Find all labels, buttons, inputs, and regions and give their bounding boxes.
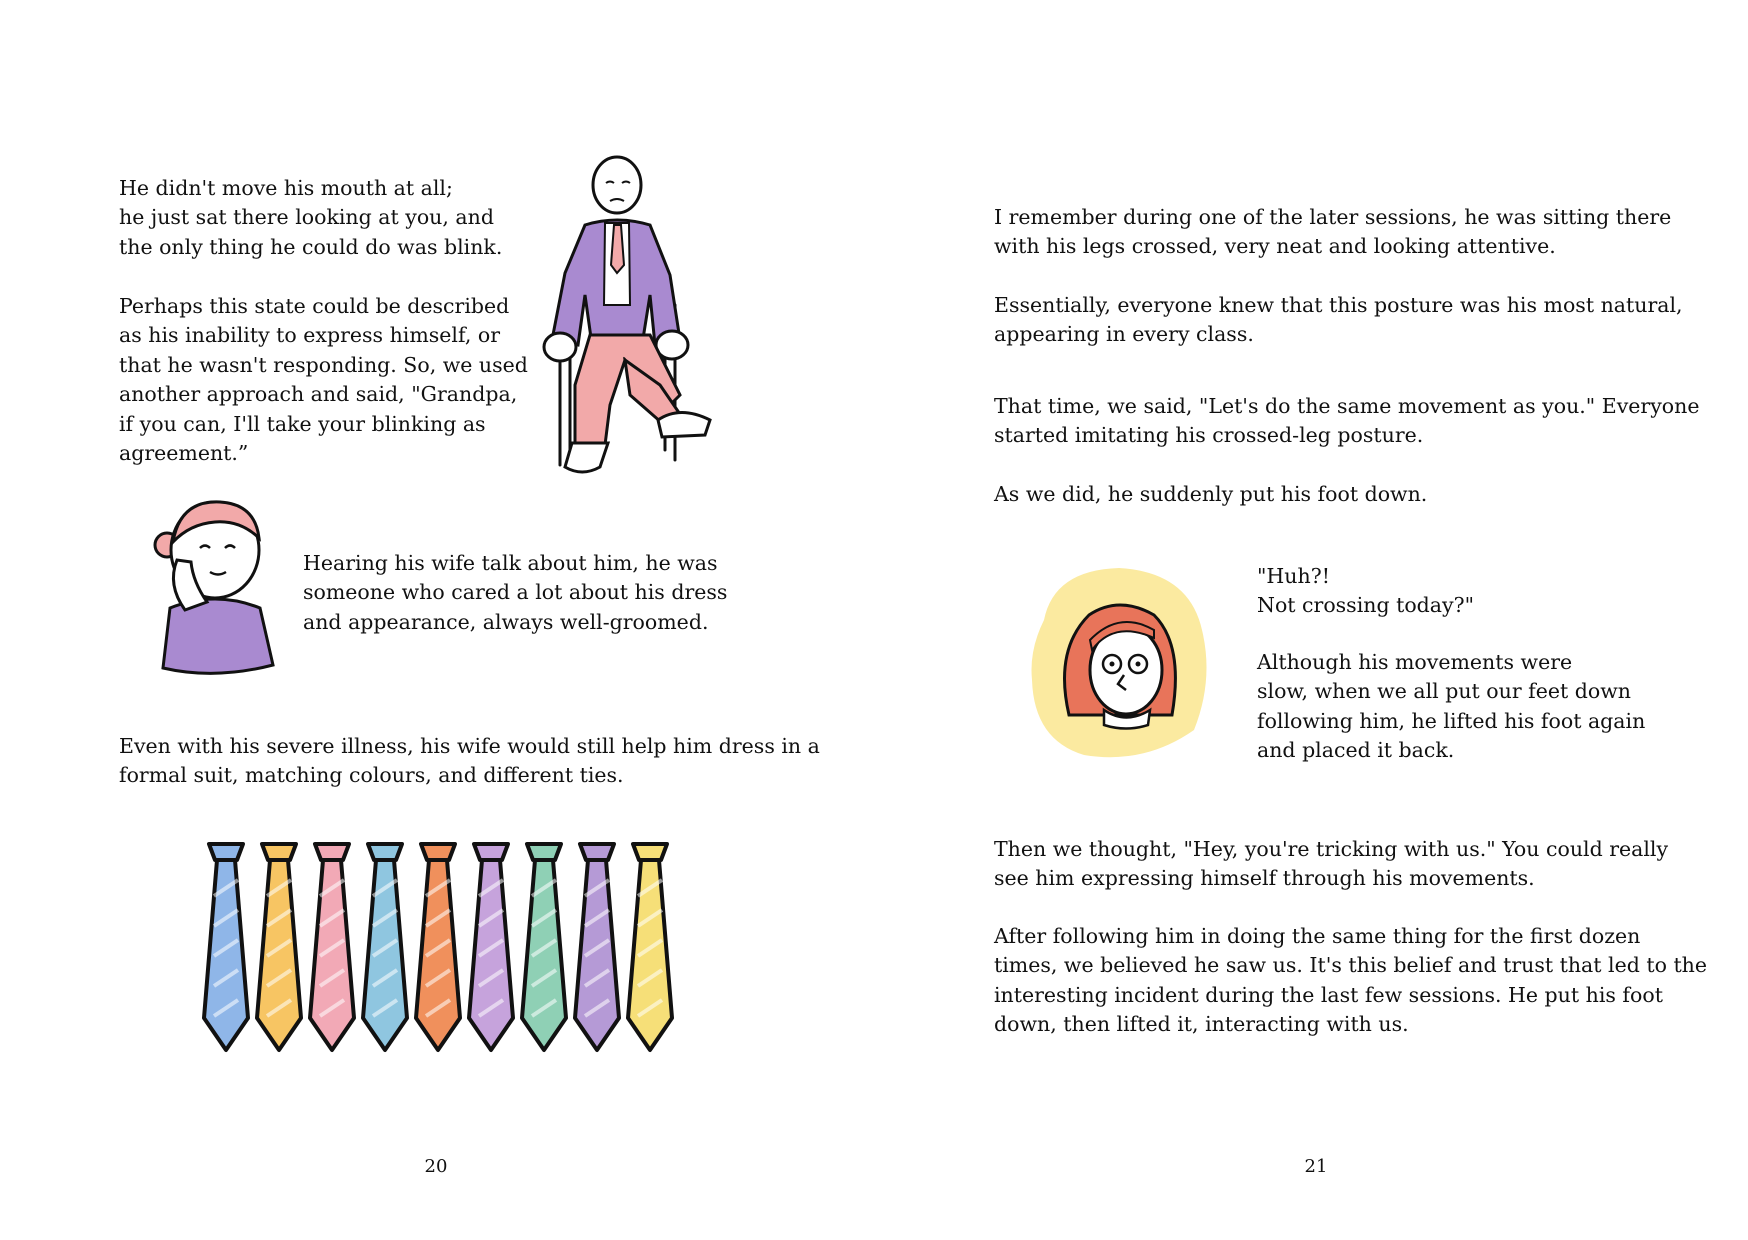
- seated-grandpa-illustration: [530, 155, 715, 485]
- tie-icon: [416, 844, 460, 1050]
- paragraph: Then we thought, "Hey, you're tricking with us." You could really see him expressing himself through his movements.: [994, 837, 1669, 891]
- smiling-wife-illustration: [145, 490, 285, 685]
- neckties-illustration: [200, 838, 680, 1068]
- tie-icon: [522, 844, 566, 1050]
- paragraph: He didn't move his mouth at all; he just sat there looking at you, and the only thing he could do was blink.: [119, 176, 503, 259]
- tie-icon: [310, 844, 354, 1050]
- paragraph: Perhaps this state could be described as his inability to express himself, or that he wasn't responding. So, we used another approach and said, "Grandpa, if you can, I'll take your blinking as agreement.”: [119, 294, 528, 466]
- paragraph: Essentially, everyone knew that this posture was his most natural, appearing in every class.: [994, 293, 1683, 347]
- paragraph: Although his movements were slow, when we all put our feet down following him, he lifted his foot again and placed it back.: [1257, 650, 1646, 763]
- paragraph: Hearing his wife talk about him, he was someone who cared a lot about his dress and appearance, always well-groomed.: [303, 551, 728, 634]
- surprised-girl-illustration: [1024, 560, 1214, 760]
- paragraph: I remember during one of the later sessions, he was sitting there with his legs crossed, very neat and looking attentive.: [994, 205, 1672, 259]
- tie-icon: [363, 844, 407, 1050]
- quote: "Huh?! Not crossing today?": [1257, 564, 1475, 618]
- page-number: 20: [424, 1156, 448, 1177]
- page-number: 21: [1304, 1156, 1328, 1177]
- tie-icon: [575, 844, 619, 1050]
- paragraph: After following him in doing the same thing for the first dozen times, we believed he saw us. It's this belief and trust that led to the interesting incident during the last few sessions. He put his foot down, then lifted it, interacting with us.: [994, 924, 1708, 1037]
- paragraph: That time, we said, "Let's do the same movement as you." Everyone started imitating his crossed-leg posture.: [994, 394, 1700, 448]
- right-page: [874, 0, 1748, 1240]
- tie-icon: [204, 844, 248, 1050]
- tie-icon: [257, 844, 301, 1050]
- paragraph: Even with his severe illness, his wife would still help him dress in a formal suit, matching colours, and different ties.: [119, 734, 820, 788]
- paragraph: As we did, he suddenly put his foot down.: [994, 482, 1428, 506]
- tie-icon: [469, 844, 513, 1050]
- tie-icon: [628, 844, 672, 1050]
